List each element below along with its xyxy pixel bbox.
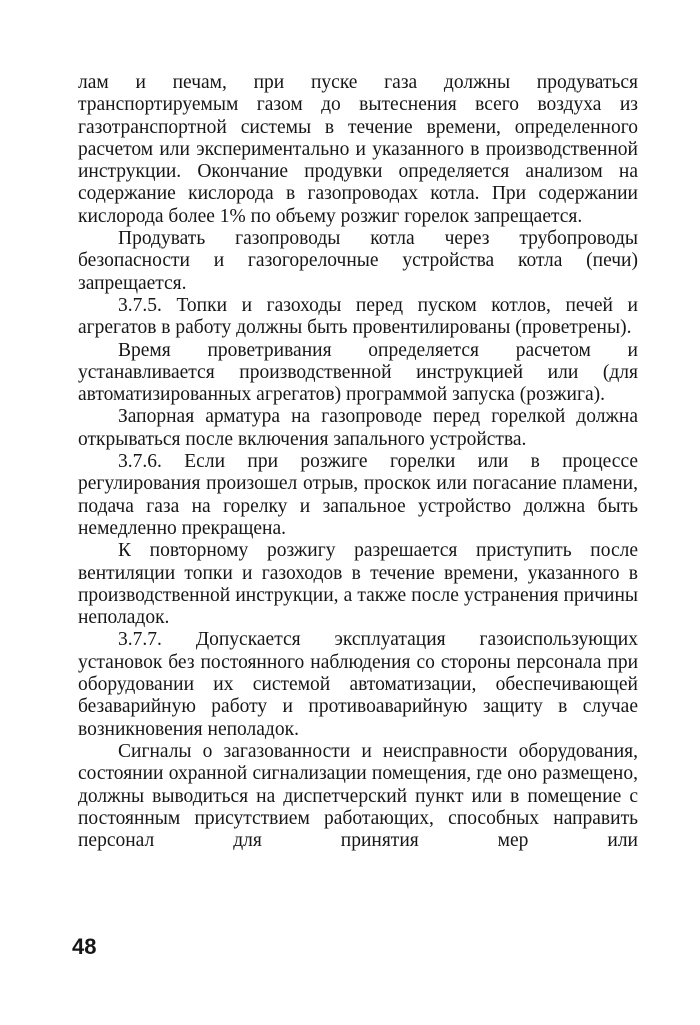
paragraph-3-7-6 <box>78 451 638 540</box>
paragraph-text: Продувать газопроводы котла через трубопроводы безопасности и газогорелочные устройства котла (печи) запрещается. <box>78 228 638 294</box>
paragraph-reignition <box>78 540 638 629</box>
paragraph-text: Запорная арматура на газопроводе перед горелкой должна открываться после включения запального устройства. <box>78 406 638 450</box>
paragraph-text: 3.7.5. Топки и газоходы перед пуском котлов, печей и агрегатов в работу должны быть провентилированы (проветрены). <box>78 294 638 339</box>
paragraph-3-7-7 <box>78 629 638 740</box>
paragraph-text: 3.7.6. Если при розжиге горелки или в процессе регулирования произошел отрыв, проскок или погасание пламени, подача газа на горелку и запальное устройство должна быть немедленно прекращена. <box>78 451 638 539</box>
paragraph-continuation <box>78 72 638 228</box>
paragraph-3-7-5 <box>78 295 638 340</box>
paragraph-prohibition-purge <box>78 228 638 295</box>
page-number: 48 <box>72 934 97 959</box>
paragraph-text: Сигналы о загазованности и неисправности оборудования, состоянии охранной сигнализации помещения, где оно размещено, должны выводиться на диспетчерский пункт или в помещение с постоянным присутствием работающих, способных направить персонал для принятия мер или <box>78 740 638 852</box>
paragraph-ventilation-time <box>78 340 638 407</box>
page-body <box>78 72 638 852</box>
paragraph-text: 3.7.7. Допускается эксплуатация газоиспользующих установок без постоянного наблюдения со стороны персонала при оборудовании их системой автоматизации, обеспечивающей безаварийную работу и противоаварийную защиту в случае возникновения неполадок. <box>78 629 638 740</box>
paragraph-text: К повторному розжигу разрешается приступить после вентиляции топки и газоходов в течение времени, указанного в производственной инструкции, а также после устранения причины неполадок. <box>78 540 638 629</box>
paragraph-text: Время проветривания определяется расчетом и устанавливается производственной инструкцией или (для автоматизированных агрегатов) программой запуска (розжига). <box>78 339 638 406</box>
paragraph-shutoff-valve <box>78 406 638 451</box>
paragraph-text: лам и печам, при пуске газа должны продуваться транспортируемым газом до вытеснения всего воздуха из газотранспортной системы в течение времени, определенного расчетом или экспериментально и указанного в производственной инструкции. Окончание продувки определяется анализом на содержание кислорода в газопроводах котла. При содержании кислорода более 1% по объему розжиг горелок запрещается. <box>78 72 638 227</box>
paragraph-signals <box>78 741 638 852</box>
